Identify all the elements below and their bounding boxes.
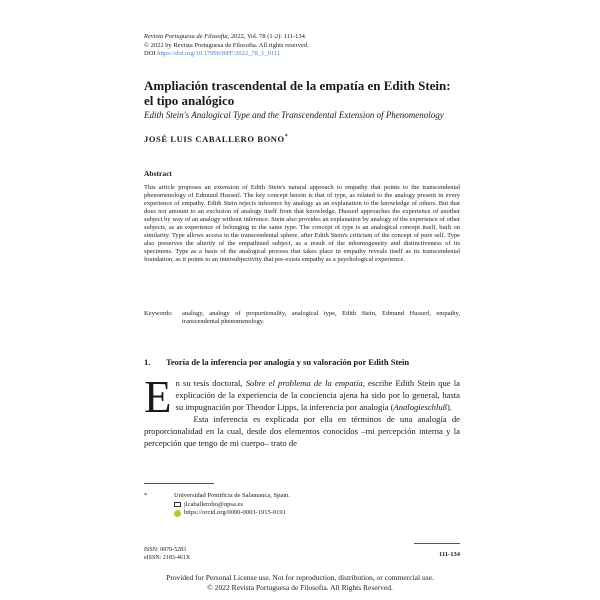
eissn: eISSN: 2183-461X — [144, 555, 191, 561]
title-line-2: el tipo analógico — [144, 93, 235, 108]
license-line-1: Provided for Personal License use. Not for reproduction, distribution, or commercial use. — [166, 573, 434, 582]
abstract-text: This article proposes an extension of Edith Stein's natural approach to empathy that points to the transcendental phenomenology of Edmund Husserl. The key concept herein is that of type, as related to the analogy present in every experience of empathy. Edith Stein rejects inference by analogy as an explanation to the knowledge of others. But that does not amount to an exclusion of analogy itself from that knowledge. Husserl approaches the experience of another subject by way of an analogy without inference. Stein also provides an explanation by analogy of the experience of other subjects, as an experience of belonging to the same type. The concept of type is an analogical concept itself, built on similarity. Type allows access to the transcendental sphere, after Edith Stein's criticism of the concept of pure self. Type also preserves the alterity of the empathized subject, as a result of the inhomogeneity and distinctiveness of its specimens. Type as a basis of the analogical process that takes place in empathy reveals itself as its transcendental foundation, as it points to an intersubjectivity that pre-exists empathy as a psychological experience. — [144, 184, 460, 263]
doi-link[interactable]: https://doi.org/10.17990/RPF/2022_78_1_0111 — [157, 50, 281, 58]
article-title — [144, 78, 474, 108]
doi-label: DOI — [144, 50, 158, 58]
section-heading — [144, 357, 474, 367]
issn-block — [144, 546, 190, 562]
p1-text-end: ). — [446, 402, 452, 413]
orcid-icon — [174, 510, 181, 517]
license-notice — [0, 573, 600, 593]
keywords-label: Keywords: — [144, 310, 173, 317]
paragraph-2: Esta inferencia es explicada por ella en términos de una analogía de proporcionalidad en la cual, desde dos elementos conocidos –mi percepción interna y la percepción que tengo de mi cuerpo– trato de — [144, 414, 460, 449]
p1-italic-term: Analogieschluß — [393, 402, 447, 413]
footnote-email[interactable]: jlcaballerobo@upsa.es — [184, 500, 243, 508]
keywords-values: analogy, analogy of proportionality, analogical type, Edith Stein, Edmund Husserl, empathy, transcendental phenomenology. — [182, 310, 460, 325]
section-title: Teoría de la inferencia por analogía y su valoración por Edith Stein — [166, 357, 410, 367]
issn: ISSN: 0870-5283 — [144, 547, 187, 553]
footnote-affiliation: Universidad Pontificia de Salamanca, Spain. — [174, 492, 290, 499]
license-line-2: © 2022 Revista Portuguesa de Filosofia. All Rights Reserved. — [207, 583, 393, 592]
section-number: 1. — [144, 357, 151, 367]
footnote-rule — [144, 483, 214, 484]
journal-header — [144, 33, 464, 59]
p1-text-mid: , escribe Edith Stein que la explicación de la experiencia de la conciencia ajena ha sido por lo general, hasta su impugnación por Theodor Lipps, la inferencia por analogía ( — [175, 378, 460, 413]
citation-details: , 2022, Vol. 78 (1-2): 111-134. — [227, 33, 307, 40]
body-text — [144, 372, 460, 450]
mail-icon — [174, 502, 181, 507]
journal-name: Revista Portuguesa de Filosofia — [144, 33, 228, 40]
citation-line — [144, 33, 464, 42]
paragraph-1 — [144, 372, 460, 422]
author-name — [144, 134, 288, 144]
author-text: JOSÉ LUIS CABALLERO BONO — [144, 134, 285, 144]
page-range: 111-134 — [439, 551, 460, 558]
author-footnote-mark: * — [284, 134, 289, 141]
article-subtitle: Edith Stein's Analogical Type and the Transcendental Extension of Phenomenology — [144, 110, 444, 120]
footnote — [144, 492, 460, 518]
footnote-email-row — [174, 501, 460, 510]
p1-italic-title: Sobre el problema de la empatía — [245, 378, 363, 388]
title-line-1: Ampliación trascendental de la empatía en Edith Stein: — [144, 78, 451, 93]
pages-rule — [414, 543, 460, 544]
abstract-heading: Abstract — [144, 169, 172, 178]
p1-text-start: n su tesis doctoral, — [175, 378, 246, 388]
copyright-line: © 2022 by Revista Portuguesa de Filosofia. All rights reserved. — [144, 41, 309, 49]
keywords — [144, 310, 460, 326]
drop-cap: E — [144, 372, 172, 422]
doi-line — [144, 50, 464, 59]
footnote-orcid-row — [174, 509, 460, 518]
footnote-mark: * — [144, 492, 148, 499]
footnote-orcid[interactable]: https://orcid.org/0000-0003-1915-0191 — [184, 509, 286, 516]
